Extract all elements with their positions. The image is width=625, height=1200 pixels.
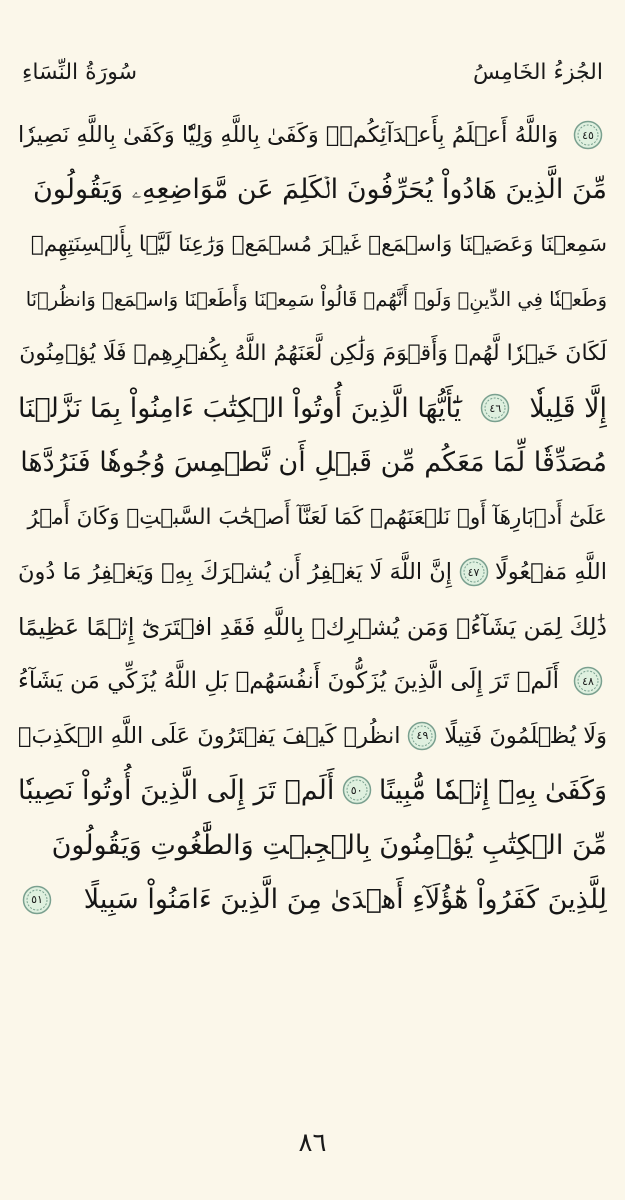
verse-text: ذَٰلِكَ لِمَن يَشَآءُۚ وَمَن يُشۡرِكۡ بِاللَّهِ فَقَدِ افۡتَرَىٰٓ إِثۡمًا عَظِيمًا <box>18 612 607 641</box>
ayah-end-rosette-icon <box>22 885 52 915</box>
verse-line <box>18 490 607 545</box>
ayah-end-rosette-icon <box>459 557 489 587</box>
verse-text: إِلَّا قَلِيلٗا <box>529 392 607 424</box>
verse-line <box>18 381 607 436</box>
verse-line <box>18 599 607 654</box>
verse-text: أَلَمۡ تَرَ إِلَى الَّذِينَ أُوتُواْ نَصِيبٗا <box>18 774 335 806</box>
verse-line <box>18 272 607 327</box>
verse-text: انظُرۡ كَيۡفَ يَفۡتَرُونَ عَلَى اللَّهِ الۡكَذِبَۖ <box>18 722 401 749</box>
verse-line <box>18 217 607 272</box>
verse-line <box>18 709 607 764</box>
verse-text: مِّنَ الۡكِتَٰبِ يُؤۡمِنُونَ بِالۡجِبۡتِ وَالطَّٰغُوتِ وَيَقُولُونَ <box>51 829 607 861</box>
verse-text: لِلَّذِينَ كَفَرُواْ هَٰٓؤُلَآءِ أَهۡدَىٰ مِنَ الَّذِينَ ءَامَنُواْ سَبِيلًا <box>83 884 607 916</box>
verse-text: مِّنَ الَّذِينَ هَادُواْ يُحَرِّفُونَ الۡكَلِمَ عَن مَّوَاضِعِهِۦ وَيَقُولُونَ <box>32 173 607 205</box>
verse-text: اللَّهِ مَفۡعُولًا <box>494 559 607 586</box>
ayah-number: ٤٩ <box>416 729 429 743</box>
verse-text: يَٰٓأَيُّهَا الَّذِينَ أُوتُواْ الۡكِتَٰبَ ءَامِنُواْ بِمَا نَزَّلۡنَا <box>18 392 462 424</box>
ayah-number: ٤٦ <box>489 401 502 415</box>
juz-name: الجُزءُ الخَامِسُ <box>472 59 603 85</box>
verse-text: وَلَا يُظۡلَمُونَ فَتِيلًا <box>444 722 607 749</box>
verse-line <box>18 326 607 381</box>
ayah-number: ٤٧ <box>467 565 480 579</box>
verse-text: عَلَىٰٓ أَدۡبَارِهَآ أَوۡ نَلۡعَنَهُمۡ كَمَا لَعَنَّآ أَصۡحَٰبَ السَّبۡتِۚ وَكَانَ أَمۡرُ <box>27 504 607 530</box>
verse-line <box>18 654 607 709</box>
ayah-end-rosette-icon <box>573 120 603 150</box>
verse-line <box>18 872 607 927</box>
verse-text: وَاللَّهُ أَعۡلَمُ بِأَعۡدَآئِكُمۡۚ وَكَفَىٰ بِاللَّهِ وَلِيّٗا وَكَفَىٰ بِاللَّهِ نَصِيرٗا <box>18 122 559 149</box>
verse-text: لَكَانَ خَيۡرٗا لَّهُمۡ وَأَقۡوَمَ وَلَٰكِن لَّعَنَهُمُ اللَّهُ بِكُفۡرِهِمۡ فَلَا يُؤۡمِنُونَ <box>19 341 607 367</box>
verse-line <box>18 545 607 600</box>
ayah-end-rosette-icon <box>342 775 372 805</box>
verse-text: مُصَدِّقٗا لِّمَا مَعَكُم مِّن قَبۡلِ أَن نَّطۡمِسَ وُجُوهٗا فَنَرُدَّهَا <box>20 447 607 479</box>
page-header <box>22 52 603 92</box>
ayah-end-rosette-icon <box>480 393 510 423</box>
verse-text: سَمِعۡنَا وَعَصَيۡنَا وَاسۡمَعۡ غَيۡرَ مُسۡمَعٖ وَرَٰعِنَا لَيَّۢا بِأَلۡسِنَتِهِمۡ <box>30 231 607 257</box>
ayah-end-rosette-icon <box>573 666 603 696</box>
ayah-number: ٥١ <box>31 893 43 907</box>
verse-line <box>18 108 607 163</box>
verse-line <box>18 436 607 491</box>
verse-text: وَكَفَىٰ بِهِۦٓ إِثۡمٗا مُّبِينًا <box>378 774 607 806</box>
quran-text-block <box>18 108 607 927</box>
page-number: ٨٦ <box>298 1128 327 1158</box>
verse-line <box>18 163 607 218</box>
verse-line <box>18 818 607 873</box>
ayah-number: ٤٥ <box>582 128 594 142</box>
verse-text: وَطَعۡنٗا فِي الدِّينِۚ وَلَوۡ أَنَّهُمۡ قَالُواْ سَمِعۡنَا وَأَطَعۡنَا وَاسۡمَعۡ وَانظُرۡنَا <box>25 287 607 311</box>
verse-line <box>18 763 607 818</box>
surah-name: سُورَةُ النِّسَاءِ <box>22 59 138 85</box>
ayah-number: ٥٠ <box>350 783 363 797</box>
verse-text: إِنَّ اللَّهَ لَا يَغۡفِرُ أَن يُشۡرَكَ بِهِۦ وَيَغۡفِرُ مَا دُونَ <box>18 559 453 586</box>
ayah-end-rosette-icon <box>407 721 437 751</box>
verse-text: أَلَمۡ تَرَ إِلَى الَّذِينَ يُزَكُّونَ أَنفُسَهُمۚ بَلِ اللَّهُ يُزَكِّي مَن يَشَآءُ <box>18 668 560 695</box>
ayah-number: ٤٨ <box>582 674 594 688</box>
